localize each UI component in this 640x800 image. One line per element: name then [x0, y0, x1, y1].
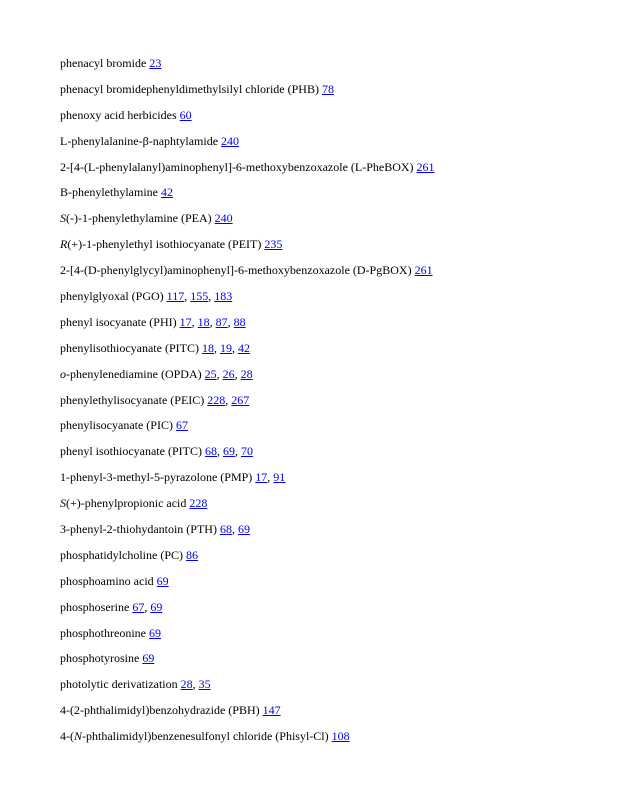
index-term-text: phenylisocyanate (PIC): [60, 418, 173, 433]
page-link[interactable]: 28: [180, 677, 193, 692]
index-term-text: phenylethylisocyanate (PEIC): [60, 392, 205, 407]
index-term-text: phosphotyrosine: [60, 651, 140, 666]
index-term-text: L-phenylalanine-β-naphtylamide: [60, 133, 219, 148]
index-entry: [60, 494, 620, 520]
index-term-text: -phenylenediamine (OPDA): [66, 366, 202, 381]
page-link[interactable]: 17: [255, 470, 268, 485]
index-entry: phenyl isocyanate (PHI) 17, 18, 87, 88: [60, 314, 246, 329]
page-link[interactable]: 86: [186, 547, 198, 562]
page-link[interactable]: 60: [179, 107, 192, 122]
page-link[interactable]: 69: [222, 444, 235, 459]
index-term-text: 3-phenyl-2-thiohydantoin (PTH): [60, 522, 217, 537]
index-term-italic: N: [74, 729, 83, 744]
page-link[interactable]: 68: [204, 444, 217, 459]
page-link[interactable]: 42: [237, 340, 250, 355]
index-term-text: phosphothreonine: [60, 625, 146, 640]
index-entry: [60, 416, 620, 442]
index-entry: [60, 727, 620, 753]
page-link[interactable]: 69: [156, 573, 169, 588]
index-term-text: phenacyl bromidephenyldimethylsilyl chloride (PHB): [60, 81, 319, 96]
index-entry: [60, 106, 620, 132]
index-entry: phenylglyoxal (PGO) 117, 155, 183: [60, 289, 233, 304]
page-link[interactable]: 87: [215, 314, 228, 329]
index-entry: [60, 624, 620, 650]
page-link[interactable]: 69: [150, 599, 163, 614]
index-entry: [60, 649, 620, 675]
page-link[interactable]: 108: [331, 729, 350, 744]
index-term-text: -phthalimidyl)benzenesulfonyl chloride (Phisyl-Cl): [82, 729, 329, 744]
index-entry: photolytic derivatization 28, 35: [60, 677, 211, 692]
index-entry: phenyl isothiocyanate (PITC) 68, 69, 70: [60, 444, 253, 459]
index-term-text: phosphoamino acid: [60, 573, 154, 588]
page-link[interactable]: 261: [414, 263, 433, 278]
index-term-text: Β-phenylethylamine: [60, 185, 158, 200]
index-term-text: phenacyl bromide: [60, 56, 147, 70]
index-term-text: phenylisothiocyanate (PITC): [60, 340, 199, 355]
index-page: [60, 54, 620, 753]
index-entry: [60, 546, 620, 572]
index-term-text: (+)-1-phenylethyl isothiocyanate (PEIT): [67, 237, 262, 252]
page-link[interactable]: 42: [160, 185, 173, 200]
page-link[interactable]: 28: [240, 366, 253, 381]
index-entry: phenylisothiocyanate (PITC) 18, 19, 42: [60, 340, 250, 355]
index-entry: [60, 80, 620, 106]
index-entry: [60, 701, 620, 727]
index-entry: [60, 209, 620, 235]
page-link[interactable]: 267: [231, 392, 250, 407]
page-link[interactable]: 67: [175, 418, 188, 433]
index-term-text: 4-(: [60, 729, 74, 744]
index-term-text: 2-[4-(D-phenylglycyl)aminophenyl]-6-methoxybenzoxazole (D-PgBOX): [60, 263, 412, 278]
index-term-text: 1-phenyl-3-methyl-5-pyrazolone (PMP): [60, 470, 253, 485]
index-entry: [60, 235, 620, 261]
index-entry: [60, 132, 620, 158]
index-entry: [60, 261, 620, 287]
index-entry: [60, 158, 620, 184]
index-term-text: phosphoserine: [60, 599, 130, 614]
page-link[interactable]: 68: [219, 522, 232, 537]
page-link[interactable]: 25: [204, 366, 217, 381]
page-link[interactable]: 19: [219, 340, 232, 355]
page-link[interactable]: 235: [264, 237, 283, 252]
index-term-italic: S: [60, 211, 66, 226]
index-entry: [60, 183, 620, 209]
index-term-italic: S: [60, 496, 66, 511]
page-link[interactable]: 17: [179, 314, 192, 329]
index-entry: 3-phenyl-2-thiohydantoin (PTH) 68, 69: [60, 522, 250, 537]
index-term-text: (+)-phenylpropionic acid: [66, 496, 187, 511]
index-term-italic: R: [60, 237, 68, 252]
page-link[interactable]: 70: [240, 444, 253, 459]
page-link[interactable]: 240: [214, 211, 233, 226]
page-link[interactable]: 35: [198, 677, 211, 692]
index-entry: 1-phenyl-3-methyl-5-pyrazolone (PMP) 17, 91: [60, 470, 286, 485]
index-entry: phenylethylisocyanate (PEIC) 228, 267: [60, 392, 250, 407]
index-term-text: 2-[4-(L-phenylalanyl)aminophenyl]-6-methoxybenzoxazole (L-PheBOX): [60, 159, 414, 174]
page-link[interactable]: 155: [190, 289, 209, 304]
index-term-text: phenyl isothiocyanate (PITC): [60, 444, 202, 459]
page-link[interactable]: 91: [273, 470, 286, 485]
index-term-italic: o: [60, 366, 66, 381]
index-term-text: phenylglyoxal (PGO): [60, 289, 164, 304]
index-entry: phosphoserine 67, 69: [60, 599, 163, 614]
index-entry: [60, 572, 620, 598]
page-link[interactable]: 240: [221, 133, 240, 148]
page-link[interactable]: 26: [222, 366, 235, 381]
index-term-text: photolytic derivatization: [60, 677, 178, 692]
page-link[interactable]: 78: [321, 81, 334, 96]
page-link[interactable]: 117: [166, 289, 185, 304]
page-link[interactable]: 69: [142, 651, 155, 666]
index-term-text: phenoxy acid herbicides: [60, 107, 177, 122]
index-term-text: 4-(2-phthalimidyl)benzohydrazide (PBH): [60, 703, 260, 718]
page-link[interactable]: 69: [149, 625, 161, 640]
page-link[interactable]: 183: [214, 289, 233, 304]
index-term-text: (-)-1-phenylethylamine (PEA): [66, 211, 212, 226]
page-link[interactable]: 18: [197, 314, 210, 329]
page-link[interactable]: 88: [233, 314, 246, 329]
index-entry: [60, 54, 620, 80]
index-term-text: phenyl isocyanate (PHI): [60, 314, 177, 329]
page-link[interactable]: 18: [201, 340, 214, 355]
page-link[interactable]: 67: [132, 599, 145, 614]
page-link[interactable]: 228: [207, 392, 226, 407]
page-link[interactable]: 261: [416, 159, 435, 174]
page-link[interactable]: 147: [262, 703, 281, 718]
page-link[interactable]: 228: [189, 496, 208, 511]
index-term-text: phosphatidylcholine (PC): [60, 547, 183, 562]
page-link[interactable]: 23: [149, 56, 162, 70]
index-entry: o-phenylenediamine (OPDA) 25, 26, 28: [60, 366, 253, 381]
page-link[interactable]: 69: [237, 522, 250, 537]
